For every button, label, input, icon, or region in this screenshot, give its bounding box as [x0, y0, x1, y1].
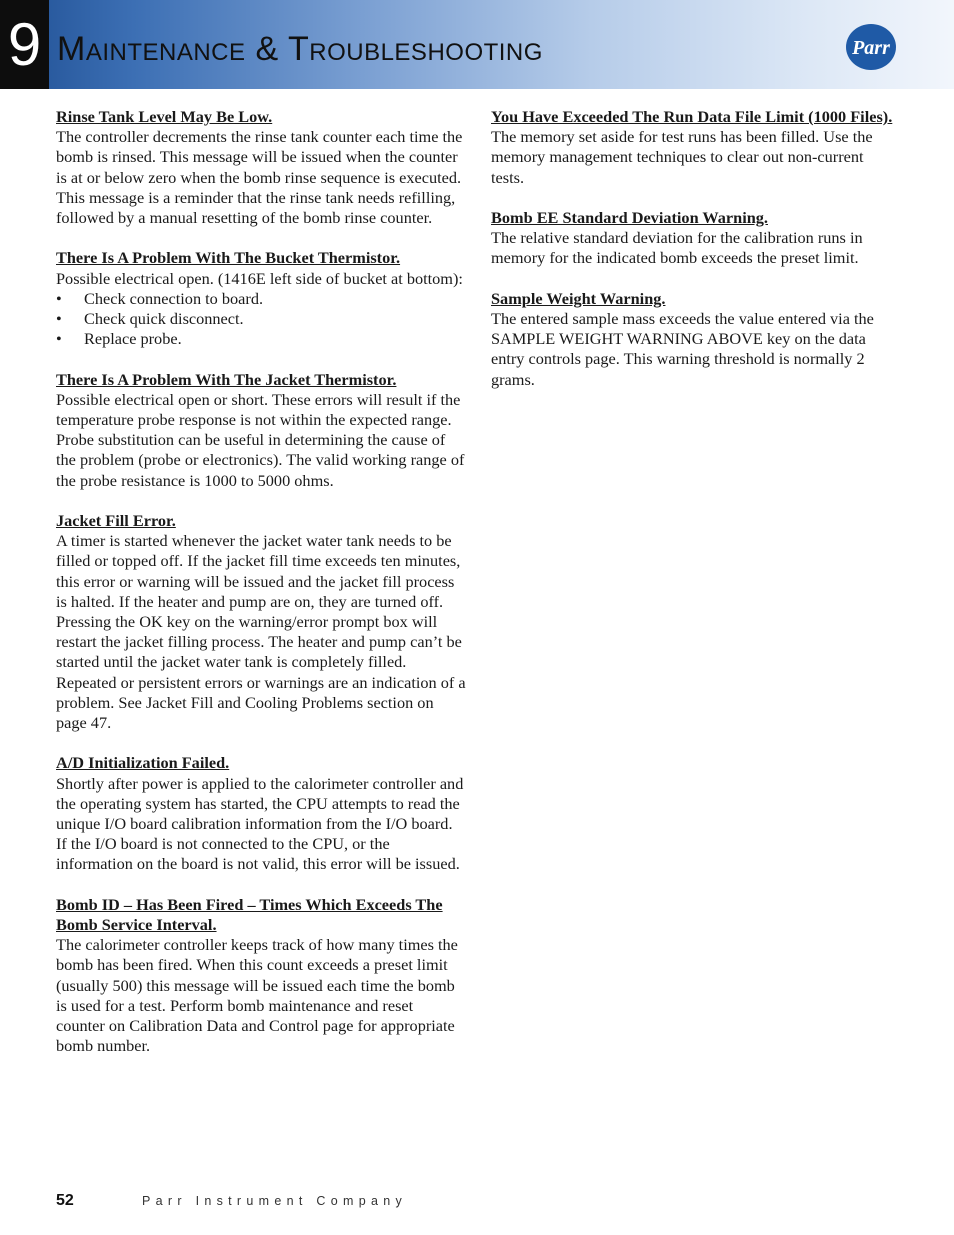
right-column: [491, 107, 896, 410]
section-body: Possible electrical open. (1416E left side of bucket at bottom):: [56, 268, 463, 288]
section-jacket-fill-error: [56, 511, 466, 733]
section-bomb-ee-std-deviation: [491, 208, 896, 269]
bullet-list: [56, 289, 466, 350]
section-heading: A/D Initialization Failed.: [56, 753, 230, 773]
page-number: 52: [56, 1192, 74, 1209]
bullet-item: • Check quick disconnect.: [56, 309, 466, 329]
section-body: The calorimeter controller keeps track of how many times the bomb has been fired. When this count exceeds a preset limit (usually 500) this message will be issued each time the bomb is used for a test. Perform bomb maintenance and reset counter on Calibration Data and Control page for appropriate bomb number.: [56, 935, 458, 1056]
page-footer: [56, 1192, 556, 1212]
section-body: Possible electrical open or short. These errors will result if the temperature probe response is not within the expected range. Probe substitution can be useful in determining the cause of the problem (probe or electronics). The valid working range of the probe resistance is 1000 to 5000 ohms.: [56, 389, 465, 490]
section-body: A timer is started whenever the jacket water tank needs to be filled or topped off. If the jacket fill time exceeds ten minutes, this error or warning will be issued and the jacket fill process is halted. If the heater and pump are on, they are turned off. Pressing the OK key on the warning/error prompt box will restart the jacket filling process. The heater and pump can’t be started until the jacket water tank is completely filled. Repeated or persistent errors or warnings are an indication of a problem. See Jacket Fill and Cooling Problems section on page 47.: [56, 531, 466, 733]
section-heading: Jacket Fill Error.: [56, 511, 176, 531]
section-bucket-thermistor: [56, 248, 466, 349]
section-body: Shortly after power is applied to the calorimeter controller and the operating system has started, the CPU attempts to read the unique I/O board calibration information from the I/O board. If the I/O board is not connected to the CPU, or the information on the board is not valid, this error will be issued.: [56, 773, 464, 874]
section-heading: There Is A Problem With The Bucket Thermistor.: [56, 248, 401, 268]
section-heading: There Is A Problem With The Jacket Thermistor.: [56, 369, 397, 389]
section-sample-weight-warning: [491, 289, 896, 390]
section-heading: Bomb ID – Has Been Fired – Times Which Exceeds The Bomb Service Interval.: [56, 894, 443, 935]
chapter-number: 9: [0, 0, 49, 89]
section-heading: Bomb EE Standard Deviation Warning.: [491, 208, 768, 227]
section-run-data-file-limit: [491, 107, 896, 188]
chapter-title: Maintenance & Troubleshooting: [57, 30, 543, 68]
parr-logo-icon: [844, 22, 898, 72]
section-body: The relative standard deviation for the calibration runs in memory for the indicated bomb exceeds the preset limit.: [491, 228, 863, 268]
section-jacket-thermistor: [56, 370, 466, 491]
section-heading: Rinse Tank Level May Be Low.: [56, 107, 273, 126]
section-body: The controller decrements the rinse tank counter each time the bomb is rinsed. This message will be issued when the counter is at or below zero when the bomb rinse sequence is executed. This message is a reminder that the rinse tank needs refilling, followed by a manual resetting of the bomb rinse counter.: [56, 127, 463, 228]
section-body: The memory set aside for test runs has been filled. Use the memory management techniques to clear out non-current tests.: [491, 127, 873, 187]
section-heading: Sample Weight Warning.: [491, 288, 666, 308]
section-ad-initialization: [56, 753, 466, 874]
section-rinse-tank: [56, 107, 466, 228]
chapter-header: [0, 0, 954, 89]
left-column: [56, 107, 466, 1077]
bullet-item: • Replace probe.: [56, 329, 466, 349]
bullet-item: • Check connection to board.: [56, 289, 466, 309]
company-name: Parr Instrument Company: [142, 1194, 408, 1208]
section-body: The entered sample mass exceeds the value entered via the SAMPLE WEIGHT WARNING ABOVE key on the data entry controls page. This warning threshold is normally 2 grams.: [491, 309, 874, 389]
parr-logo-text: Parr: [852, 37, 890, 59]
section-heading: You Have Exceeded The Run Data File Limit (1000 Files).: [491, 107, 893, 126]
section-bomb-service-interval: [56, 895, 466, 1057]
